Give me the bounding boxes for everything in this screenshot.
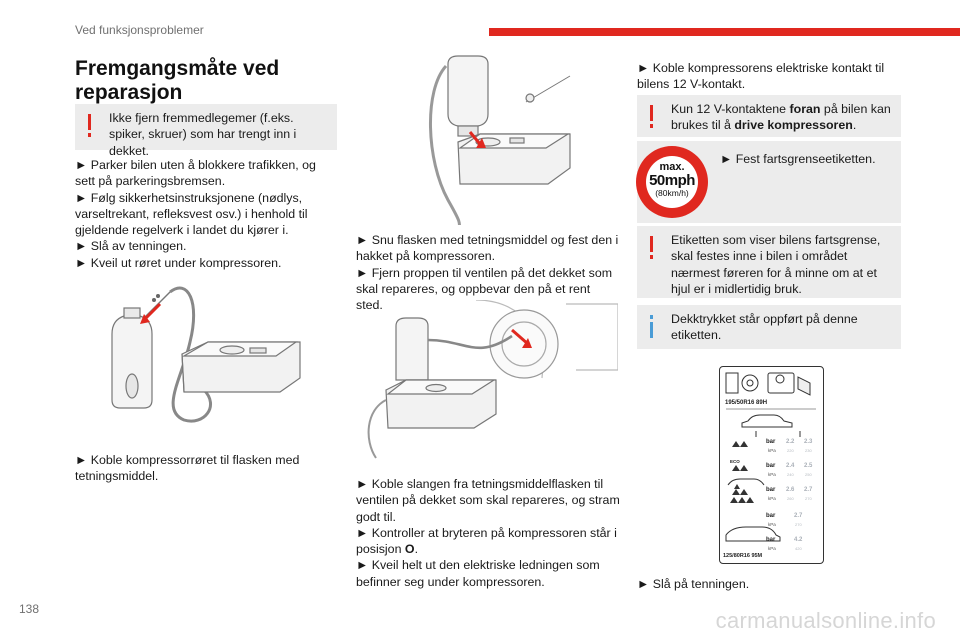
label-tyre-size-top: 195/50R16 89H (725, 400, 768, 406)
pressure-front: 2.2 (786, 439, 795, 445)
warning-text: Ikke fjern fremmedlegemer (f.eks. spiker, skruer) som har trengt inn i dekket. (109, 111, 297, 158)
info-text: Dekktrykket står oppført på denne etiketten. (671, 312, 858, 343)
pressure-rear: 2.7 (794, 513, 803, 519)
step-period: . (414, 542, 419, 557)
pressure-rear: 2.5 (804, 463, 813, 469)
text-bold: foran (789, 102, 821, 116)
label-eco: ECO (730, 459, 740, 464)
speed-limit-sign-face (646, 156, 698, 208)
text-bold: drive kompressoren (734, 118, 853, 133)
pressure-front-kpa: 220 (787, 448, 794, 453)
step-item: ► Koble kompressorrøret til flasken med tetningsmiddel. (75, 453, 300, 484)
text-part: . (852, 118, 857, 133)
warning-note (637, 95, 901, 137)
pressure-front: 2.4 (786, 463, 795, 469)
label-tyre-size-bottom: 125/80R16 95M (723, 553, 763, 559)
step-item: ► Koble kompressorens elektriske kontakt til bilens 12 V-kontakt. (637, 61, 885, 92)
speed-limit-sign (636, 146, 708, 218)
pressure-front-kpa: 260 (787, 496, 794, 501)
pressure-rear-kpa: 420 (795, 546, 802, 551)
text-part: på bilen kan brukes til å (671, 102, 891, 133)
step-item: ► Slå på tenningen. (637, 577, 750, 591)
watermark: carmanualsonline.info (715, 608, 936, 633)
step-item: ► Slå av tenningen. (75, 239, 187, 254)
info-note (637, 305, 901, 349)
warning-text: Etiketten som viser bilens fartsgrense, skal festes inne i bilen i området nærmest føreren for å minne om at et hjul er i midlertidig bruk. (671, 233, 881, 296)
step-item: ► Fest fartsgrenseetiketten. (720, 152, 876, 166)
pressure-rear: 4.2 (794, 537, 803, 543)
sign-speed-kmh: (80km/h) (655, 188, 689, 198)
compressor-to-wheel-illustration (356, 300, 618, 460)
switch-position: O (404, 542, 415, 557)
bottle-on-compressor-illustration (418, 50, 578, 225)
header-accent-bar (489, 28, 960, 36)
pressure-front: 2.6 (786, 487, 795, 493)
warning-icon (649, 236, 654, 260)
info-icon (649, 315, 654, 339)
unit-bar: bar (766, 487, 776, 493)
step-item: ► Parker bilen uten å blokkere trafikken, og sett på parkeringsbremsen. (75, 158, 316, 189)
pressure-rear: 2.3 (804, 439, 813, 445)
step-item: ► Koble slangen fra tetningsmiddelflasken til ventilen på dekket som skal repareres, og stram godt til. (356, 477, 620, 524)
unit-bar: bar (766, 439, 776, 445)
warning-note (75, 104, 337, 158)
pressure-rear-kpa: 270 (805, 496, 812, 501)
unit-kpa: kPa (768, 496, 776, 501)
unit-kpa: kPa (768, 472, 776, 477)
page-number: 138 (19, 602, 40, 616)
unit-bar: bar (766, 463, 776, 469)
warning-icon (649, 105, 654, 129)
sign-max: max. (659, 161, 685, 173)
steps-list (75, 157, 339, 271)
pressure-rear: 2.7 (804, 487, 813, 493)
compressor-bottle-illustration (100, 282, 310, 432)
step-item: ► Kveil ut røret under kompressoren. (75, 255, 282, 270)
step-item: ► Kveil helt ut den elektriske ledningen som befinner seg under kompressoren. (356, 558, 600, 589)
unit-kpa: kPa (768, 522, 776, 527)
step-text: ► Kontroller at bryteren på kompressoren står i posisjon (356, 525, 617, 557)
pressure-rear-kpa: 230 (805, 448, 812, 453)
step-item: ► Fjern proppen til ventilen på det dekket som skal repareres, og oppbevar den på et rent sted. (356, 265, 613, 313)
warning-icon (87, 114, 92, 138)
page-title: Fremgangsmåte ved reparasjon (75, 57, 280, 104)
text-part: Kun 12 V-kontaktene (671, 102, 790, 116)
pressure-front-kpa: 240 (787, 472, 794, 477)
unit-bar: bar (766, 513, 776, 519)
unit-kpa: kPa (768, 448, 776, 453)
warning-text (671, 101, 893, 134)
unit-bar: bar (766, 537, 776, 543)
pressure-rear-kpa: 250 (805, 472, 812, 477)
warning-note (637, 226, 901, 298)
step-item (356, 525, 620, 558)
tyre-pressure-label (719, 366, 824, 564)
steps-list (356, 476, 620, 590)
pressure-rear-kpa: 270 (795, 522, 802, 527)
step-item: ► Følg sikkerhetsinstruksjonene (nødlys, varseltrekant, refleksvest osv.) i henhold til gjeldende regelverk i landet du kjører i. (75, 190, 308, 238)
step-item: ► Snu flasken med tetningsmiddel og fest den i hakket på kompressoren. (356, 233, 619, 264)
unit-kpa: kPa (768, 546, 776, 551)
section-header: Ved funksjonsproblemer (75, 23, 204, 37)
sign-speed-mph: 50mph (649, 172, 695, 189)
